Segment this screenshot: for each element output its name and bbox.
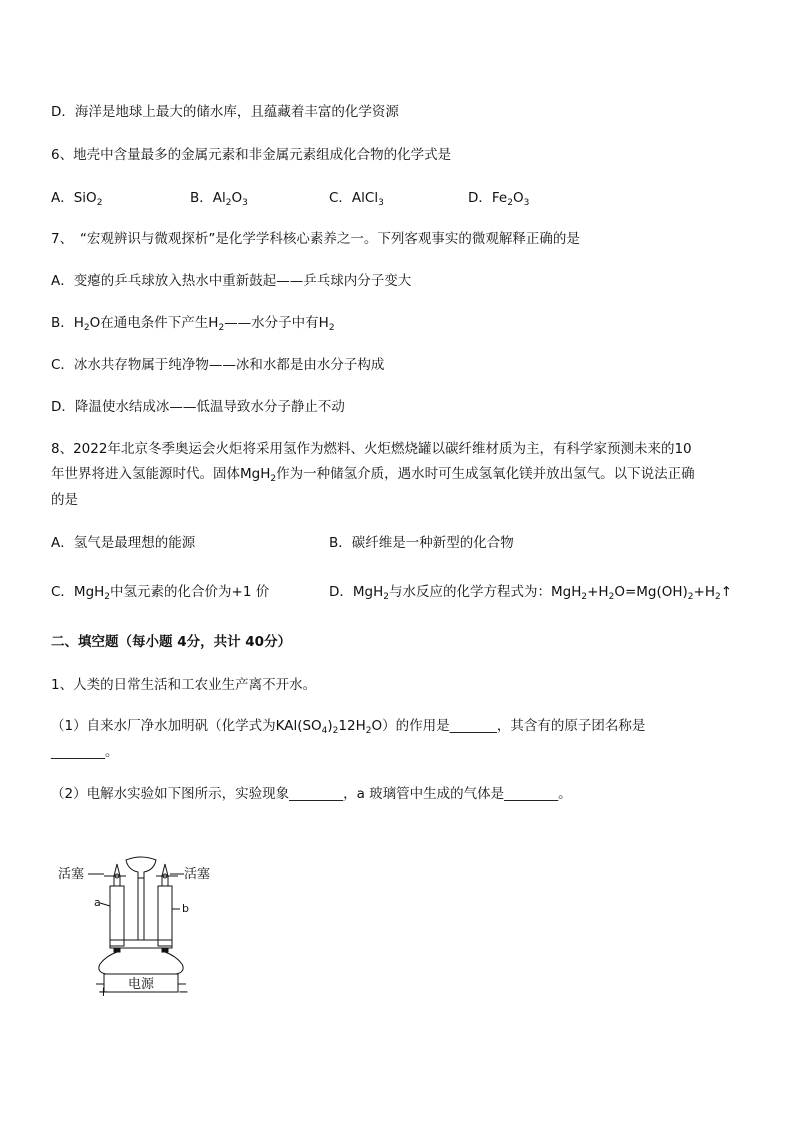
q6-option-c: C．AlCl$_3$ — [329, 190, 384, 208]
q8-option-c: C．MgH$_2$中氢元素的化合价为+1 价 — [51, 584, 270, 602]
electrolysis-apparatus-diagram — [56, 856, 226, 1006]
q7-stem: 7、 “宏观辨识与微观探析”是化学学科核心素养之一。下列客观事实的微观解释正确的是 — [51, 231, 580, 247]
tube-b-label: b — [182, 902, 189, 915]
q7-option-b: B．$H_2O$在通电条件下产生$H_2——$水分子中有$H_2$ — [51, 315, 335, 333]
q8-stem-line3: 的是 — [51, 492, 78, 508]
f1-part1-line2: ________。 — [51, 744, 119, 760]
q6-option-a: A．SiO$_2$ — [51, 190, 103, 208]
section-heading: 二、填空题（每小题 4分，共计 40分） — [51, 634, 292, 650]
q8-stem-line1: 8、2022年北京冬季奥运会火炬将采用氢作为燃料、火炬燃烧罐以碳纤维材质为主，有科学家预测未来的10 — [51, 441, 692, 457]
q7-option-a: A．变瘪的乒乓球放入热水中重新鼓起——乒乓球内分子变大 — [51, 273, 412, 289]
negative-terminal-label: − — [178, 985, 189, 1000]
q8-option-a: A．氢气是最理想的能源 — [51, 535, 196, 551]
f1-part1: （1）自来水厂净水加明矾（化学式为$KAl(SO_4)_212H_2O$）的作用是_______，其含有的原子团名称是 — [51, 718, 646, 736]
tube-a-label: a — [94, 896, 101, 909]
left-stopcock-label: 活塞 — [58, 867, 85, 882]
q8-option-b: B．碳纤维是一种新型的化合物 — [329, 535, 514, 551]
positive-terminal-label: + — [98, 985, 109, 1000]
right-stopcock-label: 活塞 — [184, 867, 211, 882]
q8-stem-line2: 年世界将进入氢能源时代。固体MgH$_2$作为一种储氢介质，遇水时可生成氢氧化镁并放出氢气。以下说法正确 — [51, 466, 695, 484]
q7-option-c: C．冰水共存物属于纯净物——冰和水都是由水分子构成 — [51, 357, 385, 373]
f1-part2: （2）电解水实验如下图所示，实验现象________，a 玻璃管中生成的气体是________。 — [51, 786, 572, 802]
q6-option-b: B．$Al_2O_3$ — [190, 190, 248, 208]
q7-option-d: D．降温使水结成冰——低温导致水分子静止不动 — [51, 399, 345, 415]
q6-option-d: D．$Fe_2O_3$ — [468, 190, 530, 208]
q5-option-d: D．海洋是地球上最大的储水库，且蕴藏着丰富的化学资源 — [51, 104, 399, 120]
q6-stem: 6、地壳中含量最多的金属元素和非金属元素组成化合物的化学式是 — [51, 147, 452, 163]
f1-stem: 1、人类的日常生活和工农业生产离不开水。 — [51, 677, 317, 693]
q8-option-d: D．MgH$_2$与水反应的化学方程式为：$MgH_2+H_2O=Mg(OH)_2+H_2↑$ — [329, 584, 733, 602]
power-source-label: 电源 — [128, 977, 155, 992]
